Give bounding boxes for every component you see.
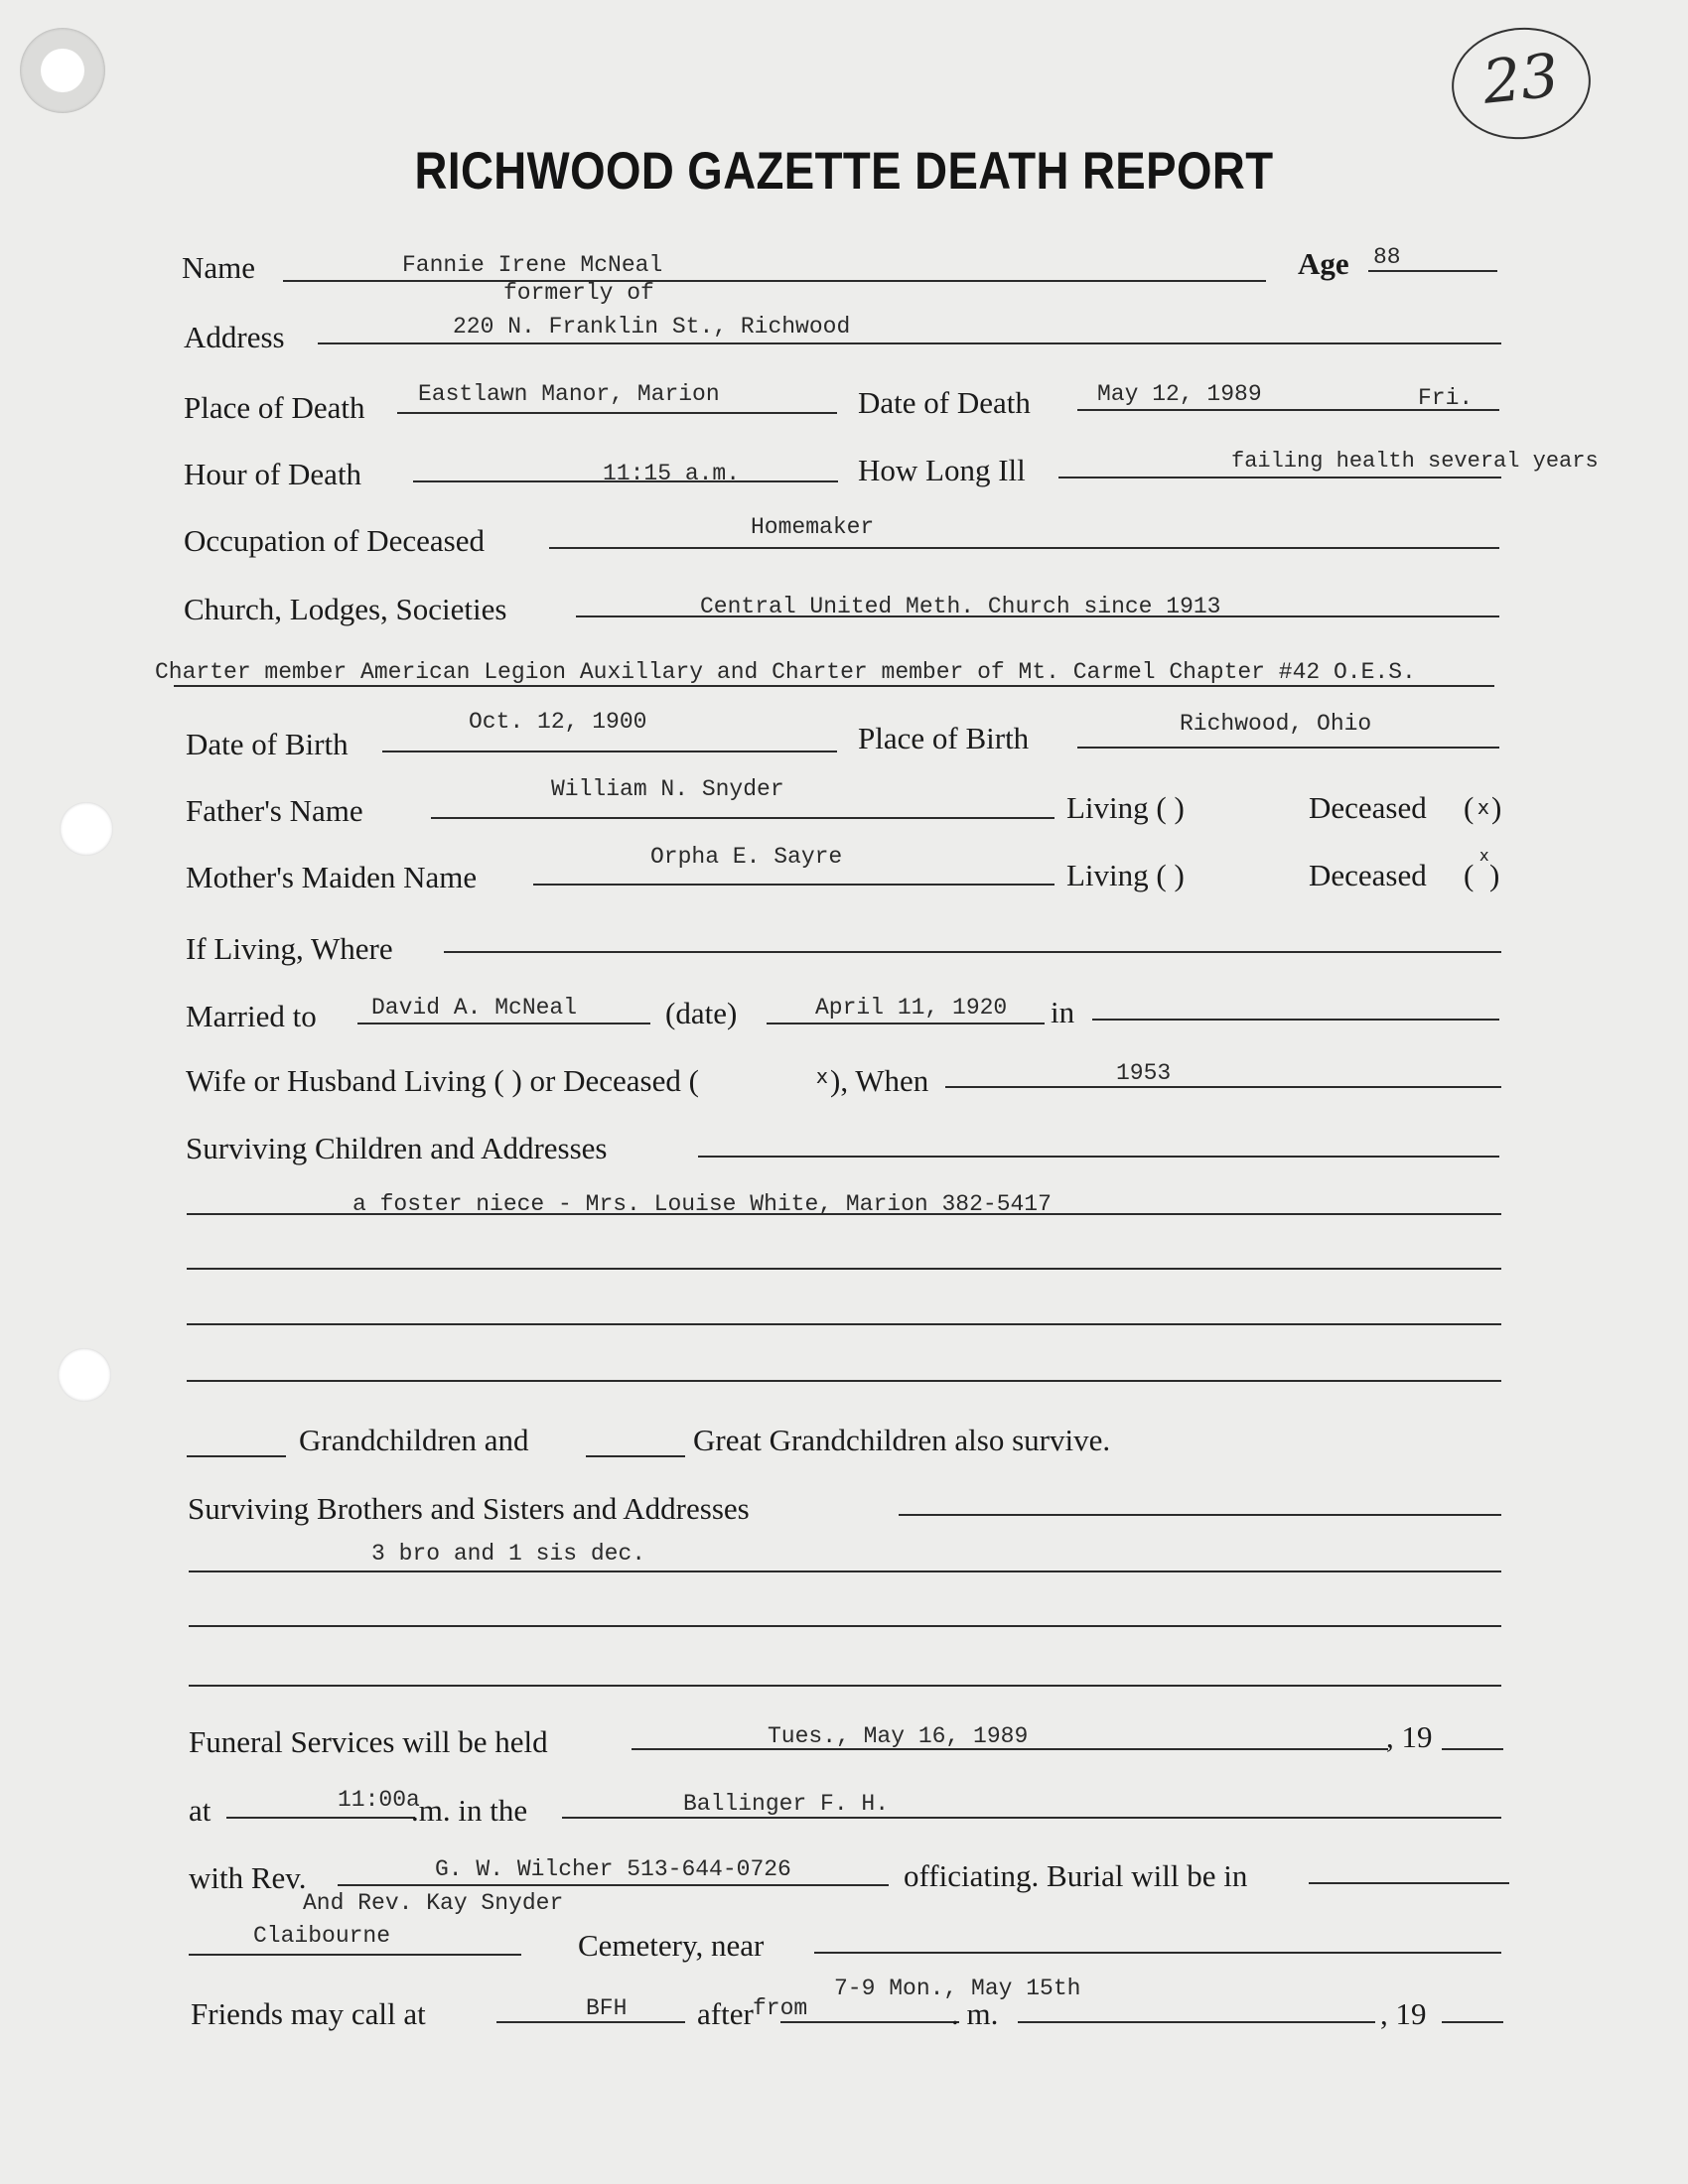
surviving-children-label: Surviving Children and Addresses <box>186 1131 608 1165</box>
surviving-children-line <box>698 1156 1499 1158</box>
report-title: RICHWOOD GAZETTE DEATH REPORT <box>414 142 1274 201</box>
day-of-death-value: Fri. <box>1418 385 1474 411</box>
church-label: Church, Lodges, Societies <box>184 592 507 626</box>
father-deceased-checkmark[interactable]: x <box>1477 795 1489 819</box>
siblings-line-2 <box>189 1625 1501 1627</box>
father-living-checkbox[interactable]: Living ( ) <box>1066 790 1185 825</box>
mother-deceased-paren-open: ( <box>1464 858 1475 892</box>
funeral-time-line <box>226 1817 415 1819</box>
age-label: Age <box>1298 246 1349 281</box>
page-number-circle: 23 <box>1447 21 1597 146</box>
if-living-where-label: If Living, Where <box>186 931 393 966</box>
address-line <box>318 342 1501 344</box>
hour-of-death-label: Hour of Death <box>184 457 362 491</box>
siblings-line-3 <box>189 1685 1501 1687</box>
call-place-line <box>496 2021 685 2023</box>
cemetery-line <box>189 1954 521 1956</box>
after-label: after <box>697 1996 754 2031</box>
mother-deceased-paren-close: ) <box>1489 858 1500 892</box>
married-to-value: David A. McNeal <box>371 995 578 1021</box>
m-dot-label: . m. <box>951 1996 999 2031</box>
occupation-label: Occupation of Deceased <box>184 523 485 558</box>
cemetery-near-label: Cemetery, near <box>578 1928 765 1963</box>
date-of-birth-label: Date of Birth <box>186 727 349 761</box>
name-label: Name <box>182 250 256 285</box>
formerly-of-note: formerly of <box>503 280 654 306</box>
mother-deceased-checkmark[interactable]: x <box>1479 846 1489 865</box>
date-of-death-label: Date of Death <box>858 385 1031 420</box>
date-of-birth-value: Oct. 12, 1900 <box>469 709 647 735</box>
place-of-death-value: Eastlawn Manor, Marion <box>418 381 720 407</box>
punch-hole-bottom <box>58 1348 111 1402</box>
cemetery-value: Claibourne <box>253 1923 391 1949</box>
punch-hole-top <box>20 28 105 113</box>
officiating-label: officiating. Burial will be in <box>904 1858 1248 1893</box>
siblings-value: 3 bro and 1 sis dec. <box>371 1541 646 1567</box>
place-of-birth-line <box>1077 747 1499 749</box>
church-continued-line <box>174 685 1494 687</box>
call-date-line <box>1018 2021 1375 2023</box>
spouse-when-value: 1953 <box>1116 1060 1172 1086</box>
funeral-year-line <box>1442 1748 1503 1750</box>
mothers-name-line <box>533 884 1055 886</box>
how-long-ill-value: failing health several years <box>1231 449 1599 474</box>
married-date-label: (date) <box>665 996 738 1030</box>
call-year-label: , 19 <box>1380 1996 1427 2031</box>
married-in-line <box>1092 1019 1499 1021</box>
children-line-1 <box>187 1213 1501 1215</box>
place-of-birth-label: Place of Birth <box>858 721 1030 755</box>
father-deceased-label: Deceased <box>1309 790 1427 825</box>
at-label: at <box>189 1793 211 1828</box>
funeral-label: Funeral Services will be held <box>189 1724 548 1759</box>
married-to-label: Married to <box>186 999 317 1033</box>
how-long-ill-line <box>1058 477 1501 478</box>
church-value: Central United Meth. Church since 1913 <box>700 594 1221 619</box>
spouse-status-label: Wife or Husband Living ( ) or Deceased ( <box>186 1063 699 1098</box>
occupation-line <box>549 547 1499 549</box>
call-time-value: 7-9 Mon., May 15th <box>834 1976 1081 2001</box>
m-in-the-label: .m. in the <box>411 1793 528 1828</box>
funeral-year-label: , 19 <box>1386 1719 1433 1754</box>
mothers-name-label: Mother's Maiden Name <box>186 860 478 894</box>
call-time-line <box>780 2021 959 2023</box>
rev1-value: G. W. Wilcher 513-644-0726 <box>435 1856 791 1882</box>
funeral-place-line <box>562 1817 1501 1819</box>
married-date-line <box>767 1023 1045 1024</box>
spouse-when-line <box>945 1086 1501 1088</box>
siblings-line <box>899 1514 1501 1516</box>
cemetery-near-line <box>814 1952 1501 1954</box>
fathers-name-label: Father's Name <box>186 793 363 828</box>
place-of-birth-value: Richwood, Ohio <box>1180 711 1372 737</box>
fathers-name-value: William N. Snyder <box>551 776 784 802</box>
funeral-time-value: 11:00a <box>338 1787 420 1813</box>
mother-deceased-label: Deceased <box>1309 858 1427 892</box>
children-line-2 <box>187 1268 1501 1270</box>
punch-hole-middle <box>60 802 113 856</box>
married-date-value: April 11, 1920 <box>815 995 1008 1021</box>
rev-line <box>338 1884 889 1886</box>
date-of-birth-line <box>382 751 837 752</box>
burial-line <box>1309 1882 1509 1884</box>
spouse-deceased-checkmark[interactable]: x <box>816 1064 828 1088</box>
friends-call-label: Friends may call at <box>191 1996 426 2031</box>
fathers-name-line <box>431 817 1055 819</box>
great-grandchildren-label: Great Grandchildren also survive. <box>693 1423 1111 1457</box>
funeral-place-value: Ballinger F. H. <box>683 1791 890 1817</box>
hour-of-death-value: 11:15 a.m. <box>603 461 741 486</box>
married-to-line <box>357 1023 650 1024</box>
spouse-when-label: ), When <box>830 1063 929 1098</box>
rev2-value: And Rev. Kay Snyder <box>303 1890 564 1916</box>
date-of-death-value: May 12, 1989 <box>1097 381 1262 407</box>
mother-living-checkbox[interactable]: Living ( ) <box>1066 858 1185 892</box>
call-place-value: BFH <box>586 1995 628 2021</box>
with-rev-label: with Rev. <box>189 1860 307 1895</box>
children-line-3 <box>187 1323 1501 1325</box>
address-value: 220 N. Franklin St., Richwood <box>453 314 851 340</box>
age-line <box>1368 270 1497 272</box>
siblings-label: Surviving Brothers and Sisters and Addresses <box>188 1491 750 1526</box>
how-long-ill-label: How Long Ill <box>858 453 1026 487</box>
place-of-death-line <box>397 412 837 414</box>
grandchildren-label: Grandchildren and <box>299 1423 529 1457</box>
children-line-4 <box>187 1380 1501 1382</box>
call-year-line <box>1442 2021 1503 2023</box>
call-from-value: from <box>753 1995 808 2021</box>
married-in-label: in <box>1051 995 1075 1029</box>
if-living-where-line <box>444 951 1501 953</box>
siblings-line-1 <box>189 1570 1501 1572</box>
name-line <box>283 280 1266 282</box>
age-value: 88 <box>1373 244 1401 270</box>
grandchildren-count-line <box>187 1455 286 1457</box>
mothers-name-value: Orpha E. Sayre <box>650 844 843 870</box>
address-label: Address <box>184 320 285 354</box>
surviving-children-value: a foster niece - Mrs. Louise White, Marion 382-5417 <box>352 1191 1052 1217</box>
name-value: Fannie Irene McNeal <box>402 252 663 278</box>
funeral-date-value: Tues., May 16, 1989 <box>768 1723 1029 1749</box>
father-deceased-paren-open: ( <box>1464 790 1475 825</box>
father-deceased-paren-close: ) <box>1491 790 1502 825</box>
great-grandchildren-count-line <box>586 1455 685 1457</box>
occupation-value: Homemaker <box>751 514 875 540</box>
church-continued-value: Charter member American Legion Auxillary and Charter member of Mt. Carmel Chapter #42 O.E.S. <box>155 659 1416 685</box>
place-of-death-label: Place of Death <box>184 390 365 425</box>
